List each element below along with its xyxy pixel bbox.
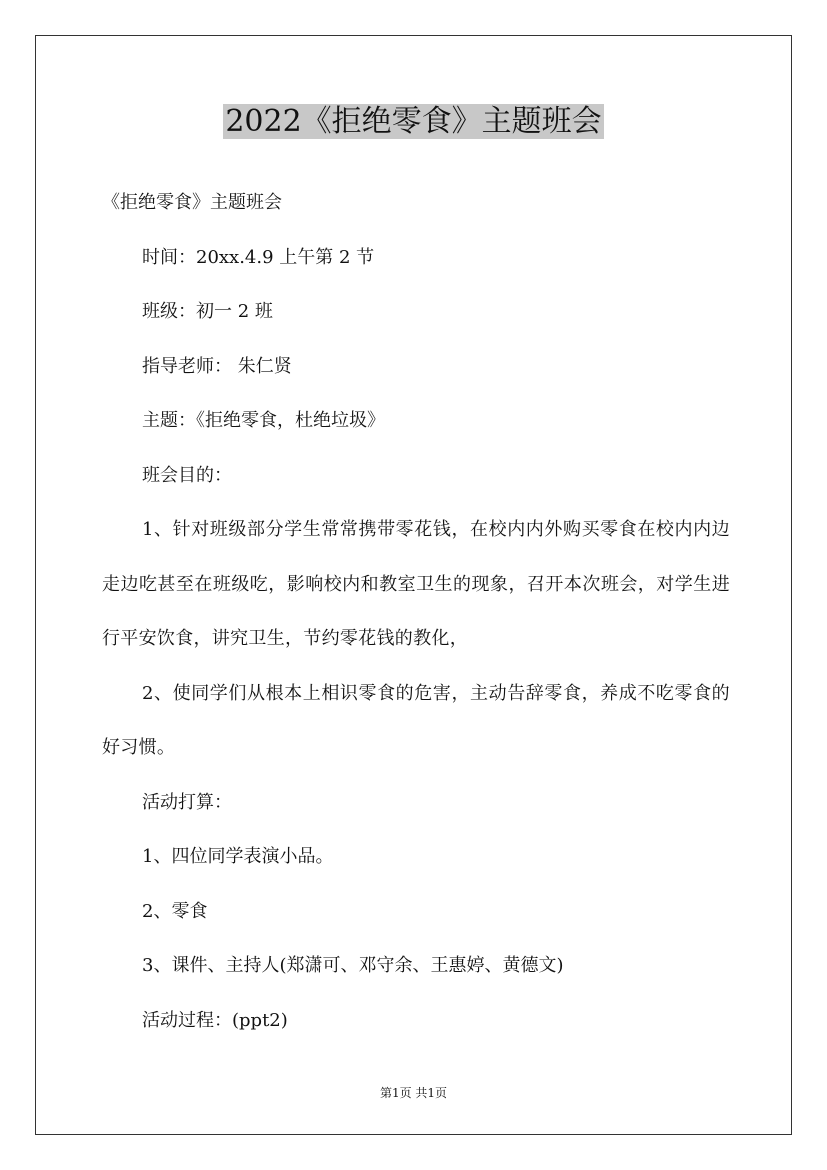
document-body xyxy=(102,176,730,1048)
purpose-item-1: 1、针对班级部分学生常常携带零花钱，在校内内外购买零食在校内内边走边吃甚至在班级吃，影响校内和教室卫生的现象，召开本次班会，对学生进行平安饮食，讲究卫生，节约零花钱的教化， xyxy=(102,519,730,649)
preparation-item-1: 1、四位同学表演小品。 xyxy=(142,846,334,867)
class-paragraph: 班级：初一 2 班 xyxy=(142,301,273,322)
time-paragraph: 时间：20xx.4.9 上午第 2 节 xyxy=(142,246,375,268)
preparation-item-3: 3、课件、主持人(郑潇可、邓守余、王惠婷、黄德文) xyxy=(142,955,564,976)
preparation-item-2: 2、零食 xyxy=(142,900,208,922)
theme-paragraph: 主题：《拒绝零食，杜绝垃圾》 xyxy=(142,410,385,431)
document-title: 2022《拒绝零食》主题班会 xyxy=(225,104,602,139)
purpose-heading: 班会目的： xyxy=(142,464,232,486)
process-heading: 活动过程：(ppt2) xyxy=(142,1009,288,1031)
preparation-heading: 活动打算： xyxy=(142,791,232,813)
teacher-paragraph: 指导老师： 朱仁贤 xyxy=(142,355,292,377)
purpose-item-2: 2、使同学们从根本上相识零食的危害，主动告辞零食，养成不吃零食的好习惯。 xyxy=(102,682,730,758)
page-footer: 第1页 共1页 xyxy=(379,1086,448,1100)
subtitle-paragraph: 《拒绝零食》主题班会 xyxy=(102,192,282,213)
